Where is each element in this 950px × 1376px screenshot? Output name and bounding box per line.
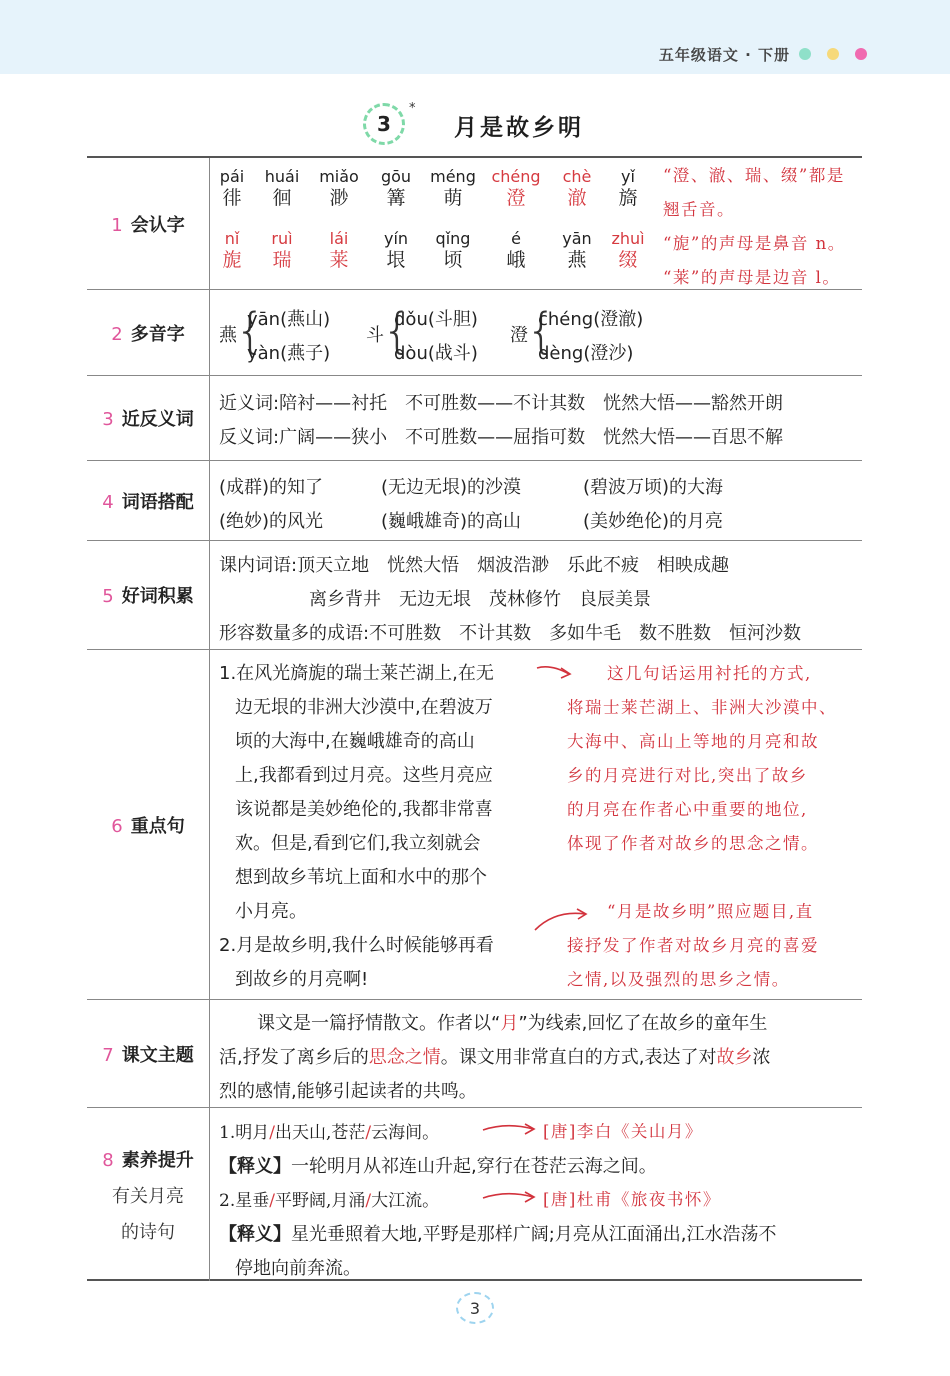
pinyin: ruì (271, 229, 293, 248)
arrow-icon (481, 1188, 541, 1208)
row-content (211, 376, 862, 460)
lesson-title: 月是故乡明 (454, 115, 584, 141)
pinyin: chéng (491, 167, 541, 186)
note: “澄、澈、瑞、缀”都是 (663, 166, 845, 185)
row-good-words (87, 540, 862, 649)
pinyin-char (418, 168, 488, 210)
pinyin: huái (264, 167, 300, 186)
pinyin: miǎo (319, 167, 359, 186)
poem-explanation: 【释义】星光垂照着大地,平野是那样广阔;月亮从江面涌出,江水浩荡不 (219, 1224, 777, 1245)
note: 翘舌音。 (663, 200, 735, 219)
row-collocations (87, 460, 862, 540)
arrow-icon (535, 660, 575, 684)
decor-dot-yellow (827, 48, 839, 60)
poly-char: 澄 (510, 325, 528, 346)
lesson-star: * (409, 101, 416, 116)
sentence-line: 边无垠的非洲大沙漠中,在碧波万 (235, 697, 493, 718)
sentence-line: 小月亮。 (235, 901, 307, 922)
pinyin-char (481, 230, 551, 272)
poly-reading: dòu(战斗) (394, 343, 478, 364)
row-content (211, 461, 862, 540)
pinyin-char (481, 168, 551, 210)
row-content (211, 650, 862, 999)
collocation: (无边无垠)的沙漠 (381, 477, 522, 498)
row-label (87, 290, 210, 375)
hanzi: 燕 (567, 249, 587, 271)
row-polyphonic (87, 289, 862, 375)
theme-line: 活,抒发了离乡后的思念之情。课文用非常直白的方式,表达了对故乡浓 (219, 1047, 771, 1068)
sentence-line: 到故乡的月亮啊! (235, 969, 369, 990)
analysis-note: 这几句话运用衬托的方式, (607, 664, 812, 683)
arrow-icon (533, 904, 593, 934)
collocation: (绝妙)的风光 (219, 511, 324, 532)
row-content (211, 1000, 862, 1107)
row-content (211, 290, 862, 375)
row-title: 素养提升 (121, 1149, 194, 1171)
row-title: 词语搭配 (121, 491, 194, 513)
hanzi: 峨 (506, 249, 526, 271)
synonym-line: 近义词:陪衬——衬托 不可胜数——不计其数 恍然大悟——豁然开朗 (219, 393, 784, 414)
row-title: 近反义词 (121, 409, 194, 430)
hanzi: 徊 (272, 187, 292, 209)
row-number: 2 (111, 323, 123, 345)
brace-icon: { (382, 303, 413, 359)
pinyin-char (593, 168, 663, 210)
theme-line: 课文是一篇抒情散文。作者以“月”为线索,回忆了在故乡的童年生 (257, 1013, 768, 1034)
pinyin: nǐ (224, 229, 240, 248)
brace-icon: { (235, 303, 266, 359)
page-number: 3 (456, 1292, 494, 1324)
note: “旎”的声母是鼻音 n。 (663, 234, 846, 253)
row-key-sentences (87, 649, 862, 999)
pinyin: é (511, 229, 521, 248)
hanzi: 澄 (506, 187, 526, 209)
row-recognize-chars (87, 158, 862, 289)
hanzi: 旎 (222, 249, 242, 271)
row-poems (87, 1107, 862, 1281)
row-content (211, 541, 862, 649)
row-title: 会认字 (130, 214, 185, 236)
poly-char: 斗 (366, 325, 384, 346)
word-line: 形容数量多的成语:不可胜数 不计其数 多如牛毛 数不胜数 恒河沙数 (219, 623, 802, 644)
row-label (87, 1000, 210, 1107)
poly-reading: dǒu(斗胆) (394, 309, 478, 330)
row-title: 课文主题 (121, 1044, 194, 1066)
collocation: (碧波万顷)的大海 (583, 477, 724, 498)
sentence-line: 顷的大海中,在巍峨雄奇的高山 (235, 731, 475, 752)
poem-explanation-cont: 停地向前奔流。 (235, 1258, 361, 1279)
hanzi: 莱 (329, 249, 349, 271)
pinyin: chè (562, 167, 592, 186)
poly-reading: yàn(燕子) (247, 343, 331, 364)
hanzi: 垠 (386, 249, 406, 271)
row-label (87, 1108, 210, 1281)
collocation: (美妙绝伦)的月亮 (583, 511, 724, 532)
row-synonyms (87, 375, 862, 460)
analysis-note: “月是故乡明”照应题目,直 (607, 902, 814, 921)
pinyin: yǐ (621, 167, 635, 186)
note: “莱”的声母是边音 l。 (663, 268, 841, 287)
row-label (87, 376, 210, 460)
decor-dot-green (799, 48, 811, 60)
analysis-note: 将瑞士莱芒湖上、非洲大沙漠中、 (567, 698, 837, 717)
analysis-note: 大海中、高山上等地的月亮和故 (567, 732, 819, 751)
poem-line: 2.星垂/平野阔,月涌/大江流。 (219, 1191, 440, 1211)
grade-label: 五年级语文 · 下册 (658, 46, 790, 64)
row-number: 7 (102, 1044, 114, 1066)
row-subtitle: 的诗句 (121, 1221, 175, 1243)
pinyin: yān (562, 229, 592, 248)
pinyin: yín (383, 229, 409, 248)
antonym-line: 反义词:广阔——狭小 不可胜数——屈指可数 恍然大悟——百思不解 (219, 427, 784, 448)
hanzi: 缀 (618, 249, 638, 271)
row-label (87, 650, 210, 999)
row-title: 重点句 (130, 815, 185, 837)
row-content (211, 1108, 862, 1281)
hanzi: 徘 (222, 187, 242, 209)
row-theme (87, 999, 862, 1107)
row-number: 3 (102, 409, 114, 430)
decor-dot-pink (855, 48, 867, 60)
sentence-line: 上,我都看到过月亮。这些月亮应 (235, 765, 493, 786)
pinyin: pái (219, 167, 245, 186)
collocation: (巍峨雄奇)的高山 (381, 511, 522, 532)
word-line: 课内词语:顶天立地 恍然大悟 烟波浩渺 乐此不疲 相映成趣 (219, 555, 730, 576)
row-title: 好词积累 (121, 586, 194, 607)
hanzi: 澈 (567, 187, 587, 209)
analysis-note: 之情,以及强烈的思乡之情。 (567, 970, 790, 989)
poem-source: [唐]李白《关山月》 (543, 1122, 703, 1141)
analysis-note: 接抒发了作者对故乡月亮的喜爱 (567, 936, 819, 955)
row-number: 4 (102, 491, 114, 513)
hanzi: 篝 (386, 187, 406, 209)
row-label (87, 541, 210, 649)
pinyin-char (593, 230, 663, 272)
analysis-note: 乡的月亮进行对比,突出了故乡 (567, 766, 808, 785)
poem-line: 1.明月/出天山,苍茫/云海间。 (219, 1123, 440, 1143)
row-title: 多音字 (130, 323, 185, 345)
pinyin: méng (430, 167, 476, 186)
poly-reading: chéng(澄澈) (538, 309, 644, 330)
hanzi: 萌 (443, 187, 463, 209)
poly-reading: yān(燕山) (247, 309, 331, 330)
poem-source: [唐]杜甫《旅夜书怀》 (543, 1190, 721, 1209)
sentence-line: 该说都是美妙绝伦的,我都非常喜 (235, 799, 493, 820)
poem-explanation: 【释义】一轮明月从祁连山升起,穿行在苍茫云海之间。 (219, 1156, 657, 1177)
pinyin: zhuì (611, 229, 645, 248)
hanzi: 瑞 (272, 249, 292, 271)
sentence-line: 想到故乡苇坑上面和水中的那个 (235, 867, 487, 888)
pinyin: lái (329, 229, 349, 248)
analysis-note: 体现了作者对故乡的思念之情。 (567, 834, 819, 853)
sentence-line: 2.月是故乡明,我什么时候能够再看 (219, 935, 494, 956)
row-number: 5 (102, 586, 114, 607)
sentence-line: 1.在风光旖旎的瑞士莱芒湖上,在无 (219, 663, 494, 684)
hanzi: 旖 (618, 187, 638, 209)
row-number: 1 (111, 214, 123, 236)
pinyin: qǐng (435, 229, 471, 248)
analysis-note: 的月亮在作者心中重要的地位, (567, 800, 808, 819)
sentence-line: 欢。但是,看到它们,我立刻就会 (235, 833, 481, 854)
collocation: (成群)的知了 (219, 477, 324, 498)
row-label (87, 158, 210, 289)
word-line: 离乡背井 无边无垠 茂林修竹 良辰美景 (309, 589, 651, 610)
arrow-icon (481, 1120, 541, 1140)
pinyin-char (418, 230, 488, 272)
brace-icon: { (526, 303, 557, 359)
row-label (87, 461, 210, 540)
row-content (211, 158, 862, 289)
hanzi: 顷 (443, 249, 463, 271)
lesson-number: 3 (363, 103, 405, 145)
poly-char: 燕 (219, 325, 237, 346)
hanzi: 渺 (329, 187, 349, 209)
pinyin: gōu (380, 167, 412, 186)
row-number: 6 (111, 815, 123, 837)
summary-table (87, 156, 862, 1281)
row-subtitle: 有关月亮 (112, 1185, 184, 1207)
theme-line: 烈的感情,能够引起读者的共鸣。 (219, 1081, 477, 1102)
row-number: 8 (102, 1149, 114, 1171)
poly-reading: dèng(澄沙) (538, 343, 634, 364)
header-band (0, 0, 950, 74)
